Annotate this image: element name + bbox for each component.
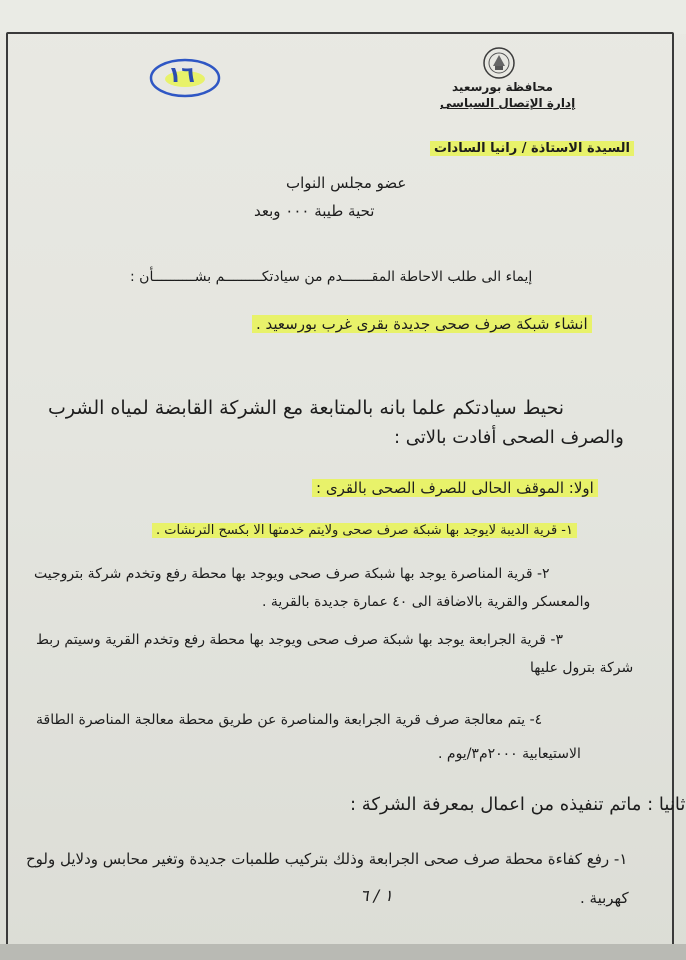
section-1-item-1-text: ١- قرية الديبة لايوجد بها شبكة صرف صحى ولايتم خدمتها الا بكسح الترنشات . xyxy=(152,523,577,538)
section-1-item-3-line-1: ٣- قرية الجرابعة يوجد بها شبكة صرف صحى ويوجد بها محطة رفع وتخدم القرية وسيتم ربط xyxy=(36,632,563,648)
page-top-band xyxy=(0,0,686,34)
subject-line-2 xyxy=(252,315,592,333)
section-1-item-1 xyxy=(152,523,577,538)
section-1-item-2-line-1: ٢- قرية المناصرة يوجد بها شبكة صرف صحى ويوجد بها محطة رفع وتخدم شركة بتروجيت xyxy=(34,566,550,582)
greeting: تحية طيبة ٠٠٠ وبعد xyxy=(254,202,375,220)
section-2-item-1-line-1: ١- رفع كفاءة محطة صرف صحى الجرابعة وذلك بتركيب طلمبات جديدة وتغير محابس ودلايل ولوح xyxy=(26,850,628,868)
body-intro-line-1: نحيط سيادتكم علما بانه بالمتابعة مع الشركة القابضة لمياه الشرب xyxy=(48,397,565,419)
page-mark: ١ / ٦ xyxy=(360,886,393,905)
page-bottom-edge xyxy=(0,944,686,960)
section-1-item-2-line-2: والمعسكر والقرية بالاضافة الى ٤٠ عمارة جديدة بالقرية . xyxy=(262,594,591,610)
section-1-title xyxy=(312,479,598,497)
section-1-item-4-line-1: ٤- يتم معالجة صرف قرية الجرابعة والمناصرة عن طريق محطة معالجة المناصرة الطاقة xyxy=(36,712,543,728)
recipient-name xyxy=(430,141,634,156)
circled-number-text: ١٦ xyxy=(168,63,195,88)
section-1-item-4-line-2: الاستيعابية ٢٠٠٠م٣/يوم . xyxy=(438,746,581,762)
body-intro-line-2: والصرف الصحى أفادت بالاتى : xyxy=(394,427,624,448)
header-governorate: محافظة بورسعيد xyxy=(452,80,553,94)
subject-line-2-text: انشاء شبكة صرف صحى جديدة بقرى غرب بورسعيد . xyxy=(252,315,592,333)
section-2-title: ثانيا : ماتم تنفيذه من اعمال بمعرفة الشركة : xyxy=(350,794,686,815)
section-2-item-1-line-2: كهربية . xyxy=(580,889,629,907)
section-1-item-3-line-2: شركة بترول عليها xyxy=(530,660,634,676)
header-department: إدارة الإتصال السياسى xyxy=(440,96,576,110)
section-1-title-text: اولا: الموقف الحالى للصرف الصحى بالقرى : xyxy=(312,479,598,497)
recipient-title: عضو مجلس النواب xyxy=(286,174,407,192)
recipient-name-text: السيدة الاستاذة / رانيا السادات xyxy=(430,141,634,156)
subject-line-1: إيماء الى طلب الاحاطة المقـــــــدم من سيادتكـــــــــم بشــــــــــأن : xyxy=(130,269,533,285)
governorate-emblem-icon xyxy=(482,46,516,80)
